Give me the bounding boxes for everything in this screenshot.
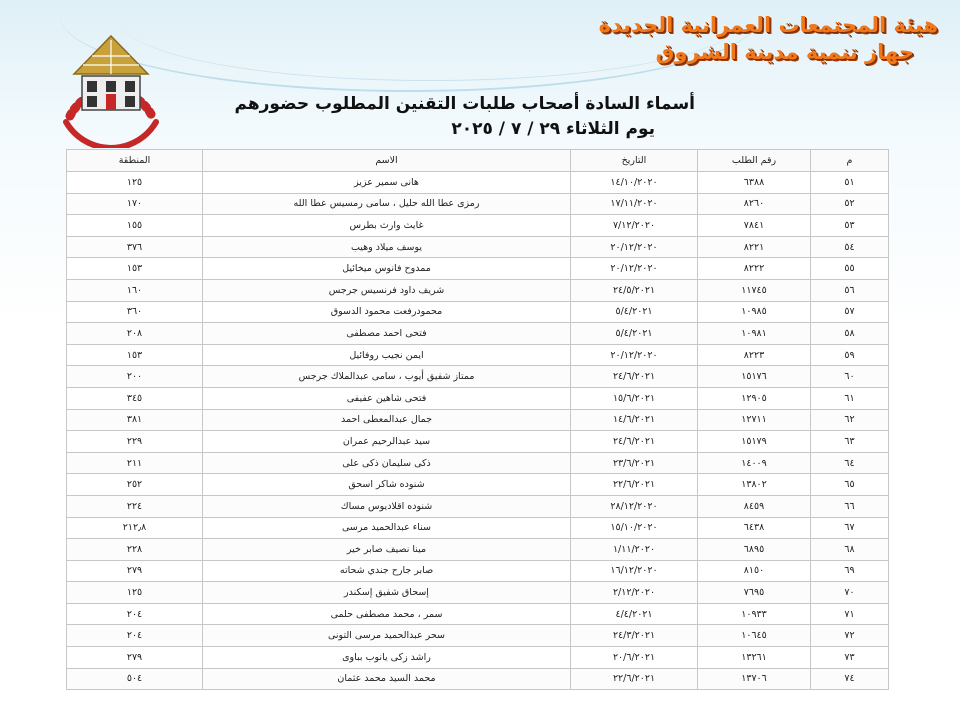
- cell-date: ٢٢/٦/٢٠٢١: [571, 474, 698, 496]
- cell-date: ١٥/٦/٢٠٢١: [571, 387, 698, 409]
- column-header-index: م: [811, 150, 889, 172]
- cell-name: فتحى احمد مصطفى: [203, 323, 571, 345]
- table-row: [67, 517, 889, 539]
- cell-name: فتحى شاهين عفيفى: [203, 387, 571, 409]
- cell-request-number: ١٠٦٤٥: [698, 625, 811, 647]
- cell-index: ٧٠: [811, 582, 889, 604]
- cell-date: ٥/٤/٢٠٢١: [571, 323, 698, 345]
- cell-index: ٥٧: [811, 301, 889, 323]
- table-row: [67, 625, 889, 647]
- cell-date: ٢٤/٥/٢٠٢١: [571, 279, 698, 301]
- cell-request-number: ٨٤٥٩: [698, 495, 811, 517]
- cell-area: ٣٤٥: [67, 387, 203, 409]
- cell-area: ١٥٣: [67, 344, 203, 366]
- table-row: [67, 474, 889, 496]
- cell-request-number: ٧٨٤١: [698, 215, 811, 237]
- cell-date: ٥/٤/٢٠٢١: [571, 301, 698, 323]
- cell-index: ٦٦: [811, 495, 889, 517]
- cell-date: ١٧/١١/٢٠٢٠: [571, 193, 698, 215]
- table-row: [67, 452, 889, 474]
- table-row: [67, 279, 889, 301]
- cell-request-number: ٨٢٢١: [698, 236, 811, 258]
- cell-name: شنوده اقلاديوس مساك: [203, 495, 571, 517]
- cell-area: ٣٨١: [67, 409, 203, 431]
- cell-area: ٢٢٤: [67, 495, 203, 517]
- cell-date: ٢٠/١٢/٢٠٢٠: [571, 258, 698, 280]
- cell-request-number: ١٣٨٠٢: [698, 474, 811, 496]
- table-row: [67, 387, 889, 409]
- cell-date: ٢٤/٦/٢٠٢١: [571, 431, 698, 453]
- cell-name: صابر جارح جندي شحاته: [203, 560, 571, 582]
- cell-request-number: ٨١٥٠: [698, 560, 811, 582]
- cell-request-number: ١٢٧١١: [698, 409, 811, 431]
- cell-area: ٢٠٨: [67, 323, 203, 345]
- cell-name: محمد السيد محمد عثمان: [203, 668, 571, 690]
- cell-index: ٦٨: [811, 539, 889, 561]
- cell-date: ٢٣/٦/٢٠٢١: [571, 452, 698, 474]
- title-line1: أسماء السادة أصحاب طلبات التقنين المطلوب حضورهم: [234, 94, 695, 114]
- cell-name: سيد عبدالرحيم عمران: [203, 431, 571, 453]
- cell-name: ممتاز شفيق أيوب ، سامى عبدالملاك جرجس: [203, 366, 571, 388]
- cell-index: ٥٣: [811, 215, 889, 237]
- table-row: [67, 539, 889, 561]
- cell-name: مينا نصيف صابر خير: [203, 539, 571, 561]
- cell-name: ذكى سليمان ذكى على: [203, 452, 571, 474]
- table-row: [67, 409, 889, 431]
- table-row: [67, 366, 889, 388]
- cell-name: شنوده شاكر اسحق: [203, 474, 571, 496]
- city-authority-logo-icon: [52, 30, 170, 148]
- cell-area: ٢٧٩: [67, 647, 203, 669]
- column-header-area: المنطقة: [67, 150, 203, 172]
- cell-area: ١٢٥: [67, 172, 203, 194]
- cell-area: ٢٥٢: [67, 474, 203, 496]
- organization-name-line1: هيئة المجتمعات العمرانية الجديدة: [598, 13, 938, 37]
- cell-date: ١٦/١٢/٢٠٢٠: [571, 560, 698, 582]
- cell-name: إسحاق شفيق إسكندر: [203, 582, 571, 604]
- cell-request-number: ٦٤٣٨: [698, 517, 811, 539]
- cell-request-number: ١٠٩٨٥: [698, 301, 811, 323]
- table-row: [67, 582, 889, 604]
- cell-name: جمال عبدالمعطى احمد: [203, 409, 571, 431]
- cell-index: ٦٠: [811, 366, 889, 388]
- cell-area: ٢١٢٫٨: [67, 517, 203, 539]
- cell-index: ٥٦: [811, 279, 889, 301]
- cell-name: يوسف ميلاد وهيب: [203, 236, 571, 258]
- cell-date: ٢٠/٦/٢٠٢١: [571, 647, 698, 669]
- cell-area: ١٧٠: [67, 193, 203, 215]
- cell-index: ٦٧: [811, 517, 889, 539]
- cell-date: ٢٢/٦/٢٠٢١: [571, 668, 698, 690]
- cell-name: ممدوح فانوس ميخائيل: [203, 258, 571, 280]
- cell-request-number: ١٤٠٠٩: [698, 452, 811, 474]
- cell-index: ٥٤: [811, 236, 889, 258]
- cell-name: هانى سمير عزيز: [203, 172, 571, 194]
- cell-index: ٥٨: [811, 323, 889, 345]
- cell-request-number: ٦٨٩٥: [698, 539, 811, 561]
- cell-index: ٦٢: [811, 409, 889, 431]
- cell-request-number: ١٣٧٠٦: [698, 668, 811, 690]
- column-header-date: التاريخ: [571, 150, 698, 172]
- cell-area: ٢٧٩: [67, 560, 203, 582]
- cell-date: ٧/١٢/٢٠٢٠: [571, 215, 698, 237]
- cell-area: ٣٧٦: [67, 236, 203, 258]
- cell-request-number: ٨٢٢٢: [698, 258, 811, 280]
- cell-date: ٢٠/١٢/٢٠٢٠: [571, 344, 698, 366]
- cell-request-number: ١٥١٧٩: [698, 431, 811, 453]
- cell-date: ٢٨/١٢/٢٠٢٠: [571, 495, 698, 517]
- table-row: [67, 603, 889, 625]
- cell-area: ١٥٥: [67, 215, 203, 237]
- table-row: [67, 323, 889, 345]
- cell-name: غايث وارث بطرس: [203, 215, 571, 237]
- cell-area: ٥٠٤: [67, 668, 203, 690]
- cell-index: ٥٥: [811, 258, 889, 280]
- cell-date: ٢/١٢/٢٠٢٠: [571, 582, 698, 604]
- table-row: [67, 258, 889, 280]
- cell-date: ٢٤/٣/٢٠٢١: [571, 625, 698, 647]
- cell-date: ٢٠/١٢/٢٠٢٠: [571, 236, 698, 258]
- cell-request-number: ٦٣٨٨: [698, 172, 811, 194]
- cell-name: سمر ، محمد مصطفى حلمى: [203, 603, 571, 625]
- cell-index: ٦٤: [811, 452, 889, 474]
- cell-name: شريف داود فرنسيس جرجس: [203, 279, 571, 301]
- cell-date: ١٥/١٠/٢٠٢٠: [571, 517, 698, 539]
- table-row: [67, 344, 889, 366]
- cell-request-number: ١٠٩٨١: [698, 323, 811, 345]
- cell-date: ١/١١/٢٠٢٠: [571, 539, 698, 561]
- cell-index: ٧٣: [811, 647, 889, 669]
- cell-area: ٢٠٠: [67, 366, 203, 388]
- cell-date: ١٤/١٠/٢٠٢٠: [571, 172, 698, 194]
- organization-name-line2: جهاز تنمية مدينة الشروق: [655, 40, 914, 64]
- cell-index: ٦٥: [811, 474, 889, 496]
- cell-name: محمودرفعت محمود الدسوق: [203, 301, 571, 323]
- table-row: [67, 301, 889, 323]
- document-title: [235, 92, 696, 142]
- cell-name: سناء عبدالحميد مرسى: [203, 517, 571, 539]
- table-row: [67, 495, 889, 517]
- table-row: [67, 560, 889, 582]
- cell-request-number: ٧٦٩٥: [698, 582, 811, 604]
- cell-index: ٥٢: [811, 193, 889, 215]
- cell-name: ايمن نجيب روفائيل: [203, 344, 571, 366]
- table-row: [67, 193, 889, 215]
- cell-index: ٦٣: [811, 431, 889, 453]
- table-row: [67, 236, 889, 258]
- cell-area: ٢٠٤: [67, 603, 203, 625]
- cell-area: ١٢٥: [67, 582, 203, 604]
- applicants-table: [66, 149, 889, 690]
- organization-name: [599, 12, 938, 66]
- cell-request-number: ١٢٩٠٥: [698, 387, 811, 409]
- cell-area: ٣٦٠: [67, 301, 203, 323]
- cell-index: ٦١: [811, 387, 889, 409]
- cell-area: ٢٢٨: [67, 539, 203, 561]
- cell-date: ١٤/٦/٢٠٢١: [571, 409, 698, 431]
- cell-index: ٧٤: [811, 668, 889, 690]
- cell-request-number: ٨٢٦٠: [698, 193, 811, 215]
- cell-index: ٥٩: [811, 344, 889, 366]
- cell-area: ١٥٣: [67, 258, 203, 280]
- cell-area: ٢٢٩: [67, 431, 203, 453]
- cell-date: ٢٤/٦/٢٠٢١: [571, 366, 698, 388]
- cell-name: رمزى عطا الله حليل ، سامى رمسيس عطا الله: [203, 193, 571, 215]
- cell-index: ٧٢: [811, 625, 889, 647]
- cell-request-number: ٨٢٢٣: [698, 344, 811, 366]
- cell-request-number: ١٠٩٣٣: [698, 603, 811, 625]
- cell-index: ٧١: [811, 603, 889, 625]
- cell-area: ١٦٠: [67, 279, 203, 301]
- column-header-name: الاسم: [203, 150, 571, 172]
- cell-request-number: ١٥١٧٦: [698, 366, 811, 388]
- cell-request-number: ١٣٢٦١: [698, 647, 811, 669]
- cell-name: سحر عبدالحميد مرسى التونى: [203, 625, 571, 647]
- cell-index: ٥١: [811, 172, 889, 194]
- table-row: [67, 647, 889, 669]
- table-row: [67, 215, 889, 237]
- table-row: [67, 431, 889, 453]
- cell-request-number: ١١٧٤٥: [698, 279, 811, 301]
- column-header-request-number: رقم الطلب: [698, 150, 811, 172]
- cell-area: ٢١١: [67, 452, 203, 474]
- cell-index: ٦٩: [811, 560, 889, 582]
- cell-name: راشد زكى يانوب بباوى: [203, 647, 571, 669]
- cell-area: ٢٠٤: [67, 625, 203, 647]
- table-header-row: [67, 150, 889, 172]
- cell-date: ٤/٤/٢٠٢١: [571, 603, 698, 625]
- table-row: [67, 172, 889, 194]
- table-row: [67, 668, 889, 690]
- title-line2: يوم الثلاثاء ٢٩ / ٧ / ٢٠٢٥: [451, 119, 655, 139]
